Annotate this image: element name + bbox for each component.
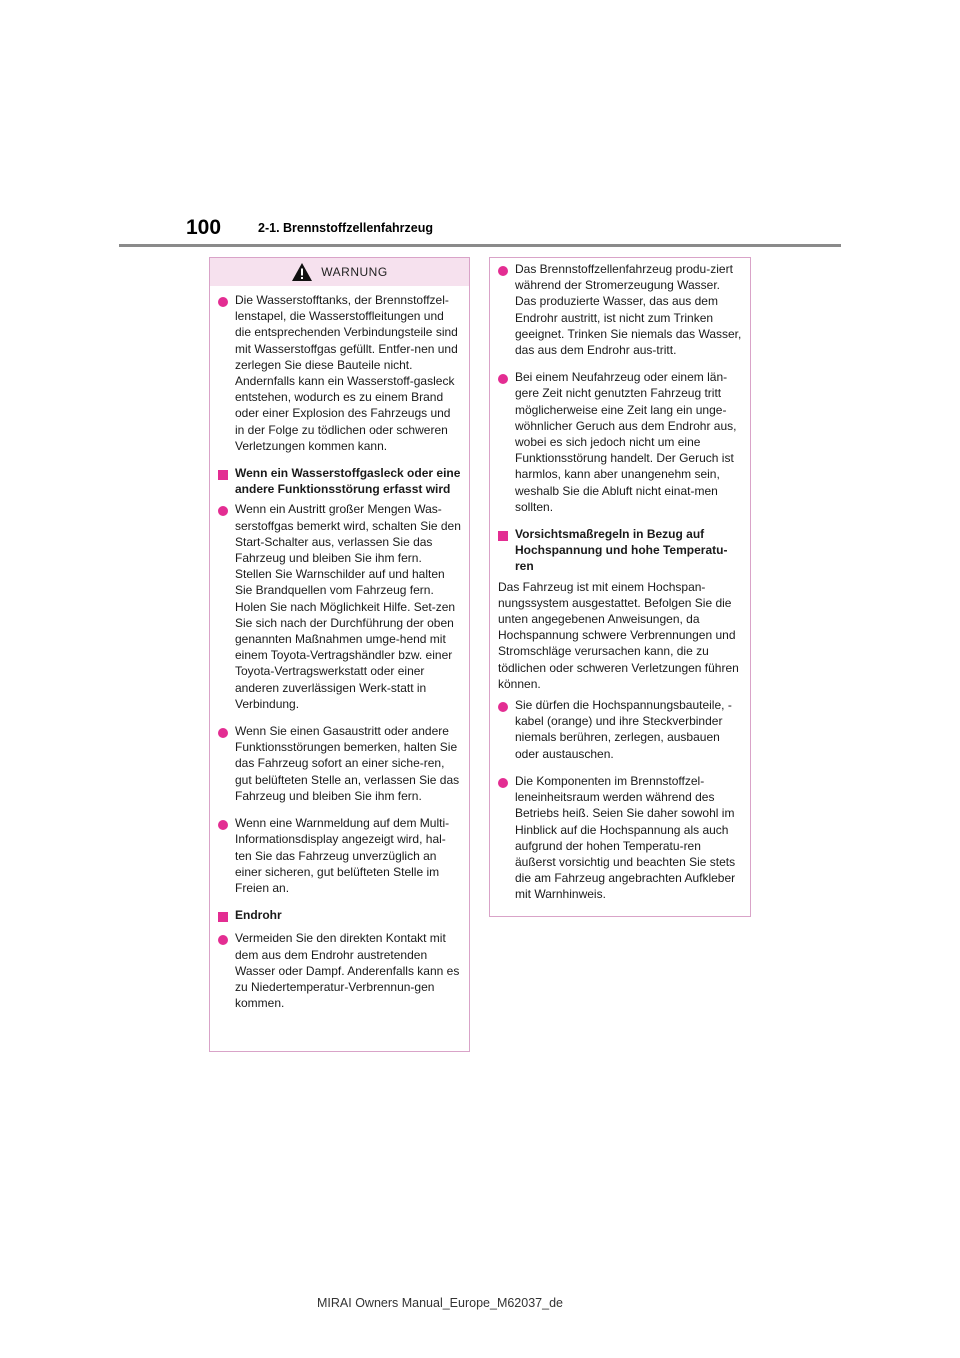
bullet-square-icon (498, 526, 515, 575)
list-item: Wenn eine Warnmeldung auf dem Multi-Informationsdisplay angezeigt wird, hal-ten Sie das Fahrzeug unverzüglich an einer sicheren, gut belüfteten Stelle im Freien an. (218, 815, 461, 896)
bullet-square-icon (218, 907, 235, 926)
section-title: 2-1. Brennstoffzellenfahrzeug (258, 221, 434, 235)
bullet-dot-icon (218, 292, 235, 454)
list-item: Sie dürfen die Hochspannungsbauteile, -kabel (orange) und ihre Steckverbinder niemals berühren, zerlegen, ausbauen oder austauschen. (498, 697, 742, 762)
list-item: Bei einem Neufahrzeug oder einem län-gere Zeit nicht genutzten Fahrzeug tritt möglicherweise eine Zeit lang ein unge-wöhnlicher Geruch aus dem Endrohr aus, wobei es sich jedoch nicht um eine Funktionsstörung handelt. Der Geruch ist harmlos, kann aber unangenehm sein, weshalb Sie die Abluft nicht einat-men sollten. (498, 369, 742, 515)
bullet-dot-icon (218, 815, 235, 896)
header-rule (119, 244, 841, 247)
section-heading: Vorsichtsmaßregeln in Bezug auf Hochspannung und hohe Temperatu-ren (498, 526, 742, 575)
bullet-square-icon (218, 465, 235, 497)
warning-header (210, 258, 469, 286)
list-item: Das Brennstoffzellenfahrzeug produ-ziert während der Stromerzeugung Wasser. Das produzierte Wasser, das aus dem Endrohr austritt, ist nicht zum Trinken geeignet. Trinken Sie niemals das Wasser, das aus dem Endrohr aus-tritt. (498, 261, 742, 358)
left-column-body (210, 286, 469, 1030)
page-number: 100 (186, 216, 222, 239)
list-item: Die Komponenten im Brennstoffzel-leneinheitsraum werden während des Betriebs heiß. Seien Sie daher sowohl im Hinblick auf die Hochspannung als auch aufgrund der hohen Temperatu-ren äußerst vorsichtig und beachten Sie stets die am Fahrzeug angebrachten Aufkleber mit Warnhinweis. (498, 773, 742, 903)
section-heading: Wenn ein Wasserstoffgasleck oder eine andere Funktionsstörung erfasst wird (218, 465, 461, 497)
list-item: Wenn Sie einen Gasaustritt oder andere Funktionsstörungen bemerken, halten Sie das Fahrzeug sofort an einer siche-ren, gut belüfteten Stelle an, verlassen Sie das Fahrzeug und bleiben Sie ihm fern. (218, 723, 461, 804)
bullet-dot-icon (498, 261, 515, 358)
right-column-body (490, 258, 750, 922)
section-heading: Endrohr (218, 907, 461, 926)
bullet-dot-icon (498, 697, 515, 762)
footer-text: MIRAI Owners Manual_Europe_M62037_de (317, 1296, 563, 1310)
bullet-dot-icon (498, 369, 515, 515)
list-item: Vermeiden Sie den direkten Kontakt mit dem aus dem Endrohr austretenden Wasser oder Dampf. Anderenfalls kann es zu Niedertemperatur-Verbrennun-gen kommen. (218, 930, 461, 1011)
warning-box-continued (489, 257, 751, 917)
paragraph: Das Fahrzeug ist mit einem Hochspan-nungssystem ausgestattet. Befolgen Sie die unten angegebenen Anweisungen, da Hochspannung schwere Verbrennungen und Stromschläge verursachen kann, die zu tödlichen oder schweren Verletzungen führen können. (498, 579, 739, 691)
bullet-dot-icon (498, 773, 515, 903)
warning-triangle-icon (291, 262, 313, 282)
warning-box (209, 257, 470, 1052)
bullet-dot-icon (218, 501, 235, 712)
warning-title: WARNUNG (321, 265, 388, 279)
bullet-dot-icon (218, 723, 235, 804)
list-item: Die Wasserstofftanks, der Brennstoffzel-lenstapel, die Wasserstoffleitungen und die entsprechenden Verbindungsteile sind mit Wasserstoffgas gefüllt. Entfer-nen und zerlegen Sie diese Bauteile nicht. Andernfalls kann ein Wasserstoff-gasleck entstehen, wodurch es zu einem Brand oder einer Explosion des Fahrzeugs und in der Folge zu tödlichen oder schweren Verletzungen kommen kann. (218, 292, 461, 454)
bullet-dot-icon (218, 930, 235, 1011)
list-item: Wenn ein Austritt großer Mengen Was-serstoffgas bemerkt wird, schalten Sie den Start-Schalter aus, verlassen Sie das Fahrzeug und bleiben Sie ihm fern. Stellen Sie Warnschilder auf und halten Sie Brandquellen vom Fahrzeug fern. Holen Sie nach Möglichkeit Hilfe. Set-zen Sie sich nach der Durchführung der oben genannten Maßnahmen umge-hend mit einem Toyota-Vertragshändler bzw. einer Toyota-Vertragswerkstatt oder einer anderen zuverlässigen Werk-statt in Verbindung. (218, 501, 461, 712)
